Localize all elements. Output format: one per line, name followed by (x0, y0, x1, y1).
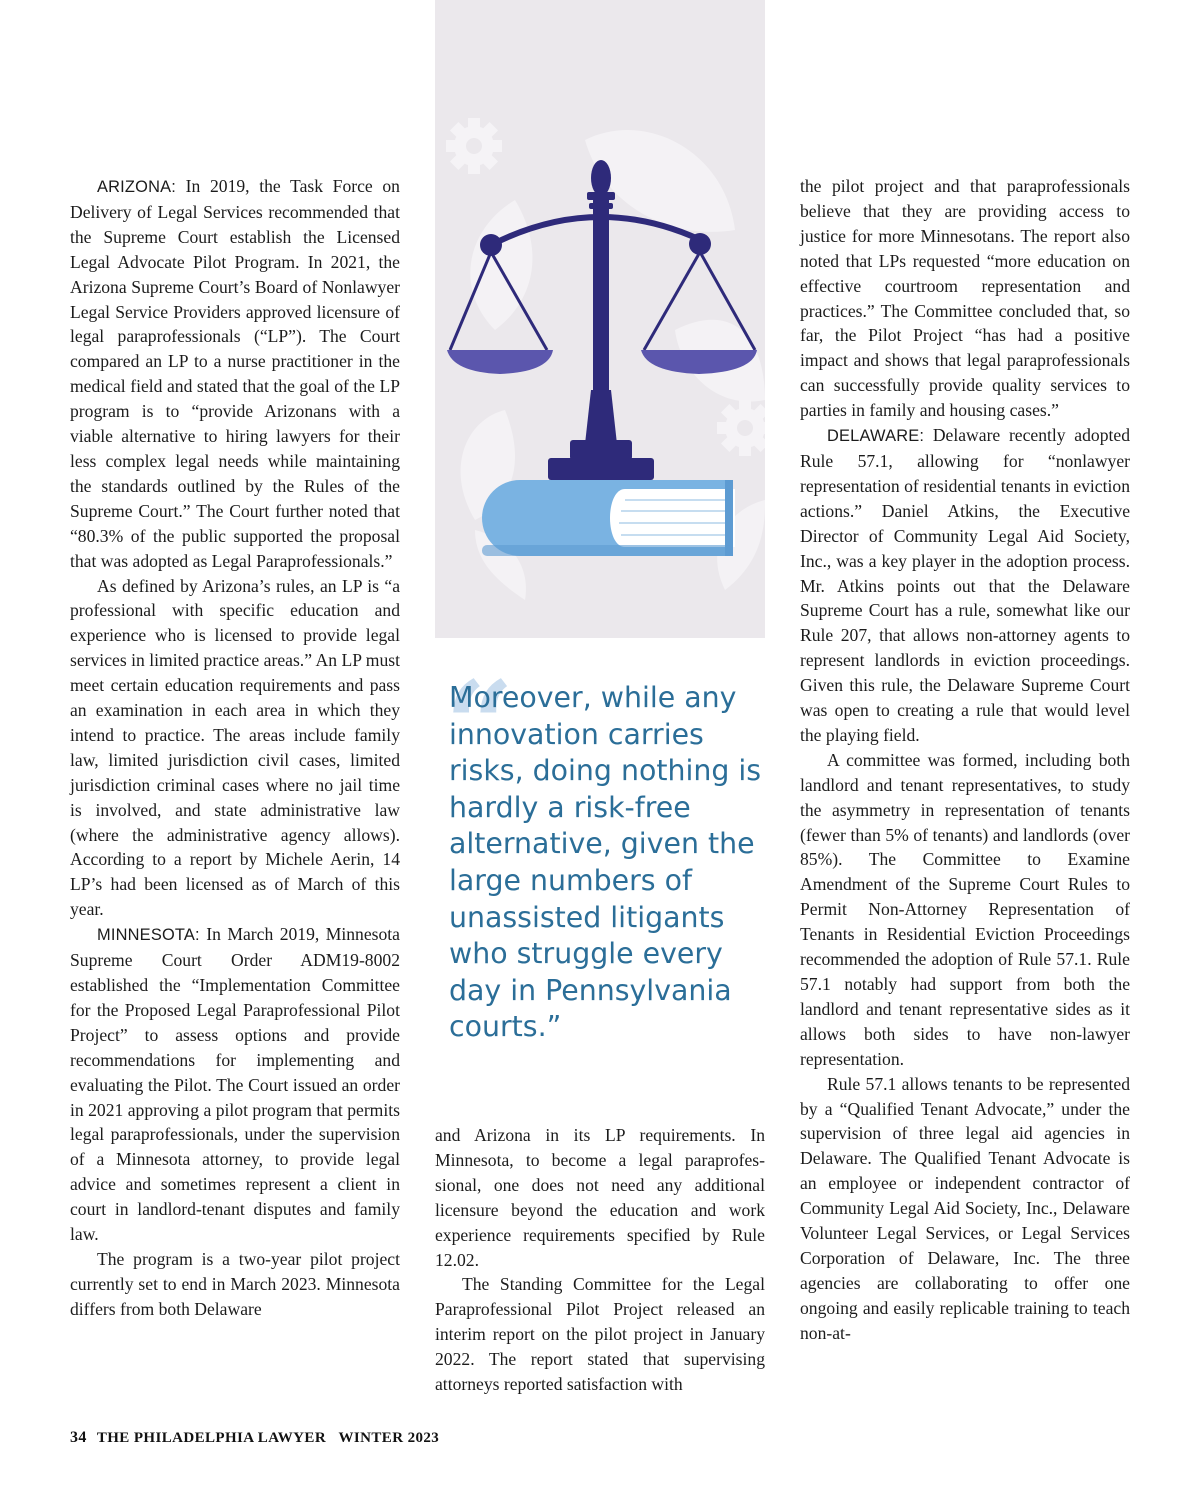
right-text-column (800, 174, 1130, 1346)
pull-quote (445, 655, 769, 1046)
illustration-svg (435, 0, 765, 638)
minnesota-lead: MINNESOTA: (97, 926, 200, 945)
left-pan-icon (447, 350, 553, 374)
mid-paragraph-1: and Arizona in its LP requirements. In Minnesota, to become a legal paraprofessional, one does not need any additional licensure beyond the education and work experience requirements specified by Rule 12.02. (435, 1125, 765, 1270)
gear-icon (717, 400, 765, 456)
pull-quote-text: Moreover, while any innovation carries risks, doing nothing is hardly a risk-free alternative, given the large numbers of unassisted litigants who struggle every day in Pennsylvania courts.” (449, 681, 762, 1044)
issue-label: WINTER 2023 (338, 1430, 440, 1446)
delaware-lead: DELAWARE: (827, 427, 925, 446)
arizona-rules-paragraph: As defined by Arizona’s rules, an LP is “a professional with specific education and experience who is licensed to provide legal services in limited practice areas.” An LP must meet certain education requirements and pass an examination in each area in which they intend to practice. The areas include family law, limited jurisdiction civil cases, limited jurisdiction criminal cases where no jail time is involved, and state administrative law (where the administrative agency allows). According to a report by Michele Aerin, 14 LP’s had been licensed as of March of this year. (70, 575, 400, 920)
scales-of-justice-illustration (435, 0, 765, 638)
right-paragraph-1: the pilot project and that paraprofessionals believe that they are providing access to justice for more Minnesotans. The report also noted that LPs requested “more education on effective courtroom representation and practices.” The Committee concluded that, so far, the Pilot Project “has had a positive impact and shows that legal paraprofessionals can successfully provide quality services to parties in family and housing cases.” (800, 176, 1130, 421)
minnesota-paragraph (70, 922, 400, 1247)
mid-paragraph-2: The Standing Committee for the Legal Paraprofessional Pilot Project released an interim report on the pilot project in January 2022. The report stated that supervising attorneys reported satisfaction with (435, 1274, 765, 1395)
rule-paragraph: Rule 57.1 allows tenants to be represented by a “Qualified Tenant Advocate,” under the supervision of three legal aid agencies in Delaware. The Qualified Tenant Advocate is an employee or independent contractor of Community Legal Aid Society, Inc., Delaware Volunteer Legal Services, or Legal Services Corporation of Delaware, Inc. The three agencies are collaborating to offer one ongoing and easily replicable training to teach non-at- (800, 1073, 1130, 1343)
publication-name: THE PHILADELPHIA LAWYER (96, 1430, 327, 1446)
delaware-paragraph (800, 423, 1130, 748)
page-footer (70, 1429, 439, 1447)
arizona-paragraph (70, 174, 400, 574)
gear-icon (446, 118, 502, 174)
minnesota-text: In March 2019, Minnesota Supreme Court Order ADM19-8002 established the “Implementation Committee for the Proposed Legal Paraprofessional Pilot Project” to assess options and provide recommendations for implementing and evaluating the Pilot. The Court issued an order in 2021 approving a pilot program that permits legal paraprofessionals, under the supervision of a Minnesota attorney, to provide legal advice and sometimes represent a client in court in landlord-tenant disputes and family law. (70, 924, 400, 1245)
committee-paragraph: A committee was formed, including both landlord and tenant representatives, to study the asymmetry in representation of tenants (fewer than 5% of tenants) and landlords (over 85%). The Committee to Examine Amendment of the Supreme Court Rules to Permit Non-Attorney Representation of Tenants in Residential Eviction Proceedings recommended the adoption of Rule 57.1. Rule 57.1 notably had support from both the landlord and tenant representative sides as it allows both sides to have non-lawyer representation. (800, 749, 1130, 1069)
left-text-column (70, 174, 400, 1322)
page-number: 34 (70, 1429, 87, 1446)
delaware-text: Delaware recently adopted Rule 57.1, allowing for “nonlawyer representation of residential tenants in eviction actions.” Daniel Atkins, the Executive Director of Community Legal Aid Society, Inc., was a key player in the adoption process. Mr. Atkins points out that the Delaware Supreme Court has a rule, somewhat like our Rule 207, that allows non-attorney agents to represent landlords in eviction proceedings. Given this rule, the Delaware Supreme Court was open to creating a rule that would level the playing field. (800, 425, 1130, 745)
arizona-lead: ARIZONA: (97, 178, 177, 196)
middle-text-column (435, 1123, 765, 1397)
arizona-text: In 2019, the Task Force on Delivery of Legal Services recommended that the Supreme Court establish the Licensed Legal Advocate Pilot Program. In 2021, the Arizona Supreme Court’s Board of Nonlawyer Legal Service Providers approved licensure of legal paraprofessionals (“LP”). The Court compared an LP to a nurse practitioner in the medical field and stated that the goal of the LP program is to “provide Arizonans with a viable alternative to hiring lawyers for their less complex legal needs while maintaining the standards outlined by the Rules of the Supreme Court.” The Court further noted that “80.3% of the public supported the proposal that was adopted as Legal Paraprofessionals.” (70, 176, 400, 571)
quote-mark-icon: “ (445, 655, 515, 796)
program-paragraph: The program is a two-year pilot project currently set to end in March 2023. Minnesota differs from both Delaware (70, 1248, 400, 1319)
book-icon (482, 480, 735, 556)
